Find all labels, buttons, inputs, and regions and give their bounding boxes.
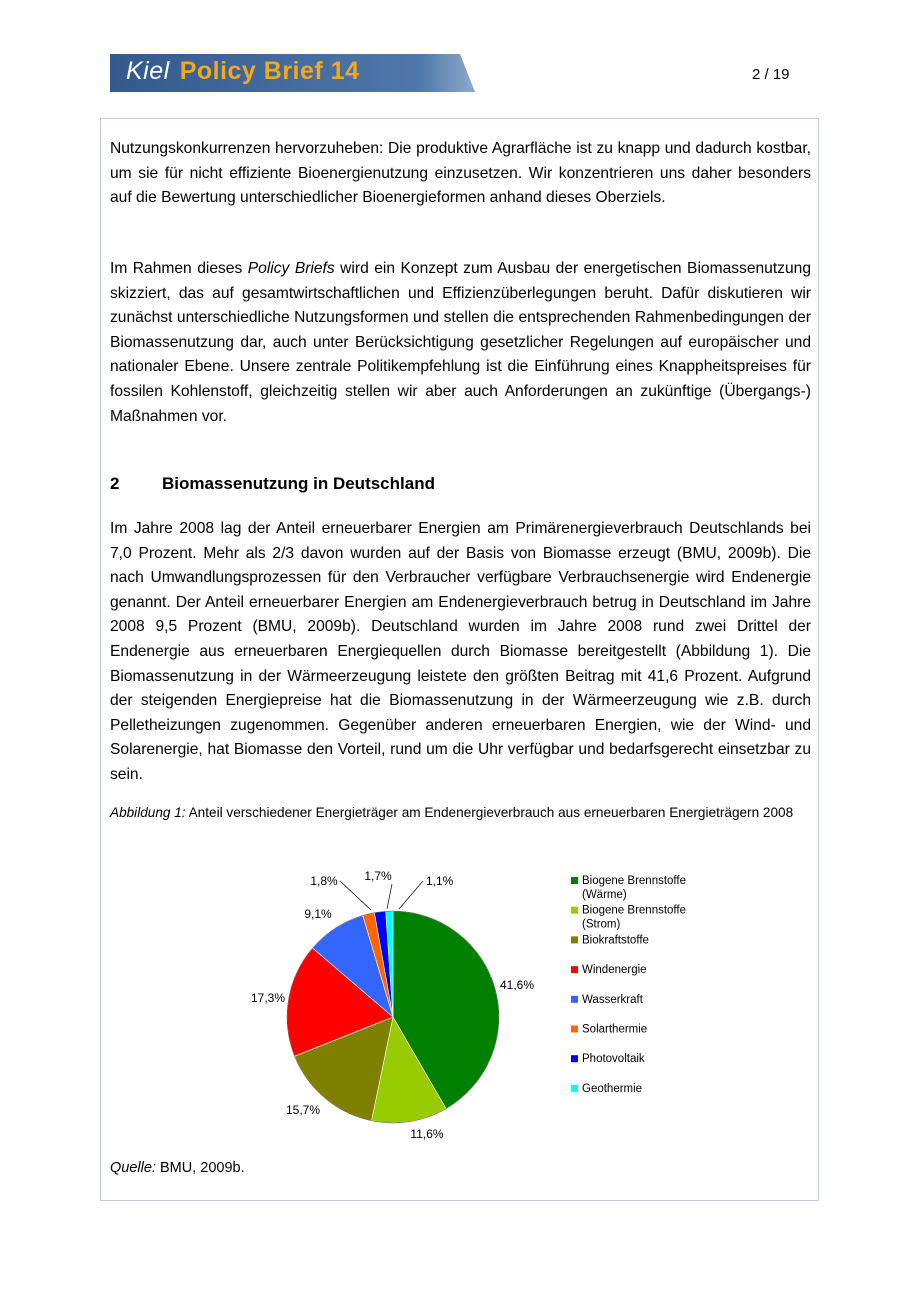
figure-caption [110,804,810,821]
banner-text [126,57,360,86]
legend-swatch-1 [571,907,578,914]
data-label-3: 17,3% [250,991,286,1005]
legend-label-6: Photovoltaik [582,1053,645,1066]
caption-label: Abbildung 1: [110,805,186,820]
legend-label-3: Windenergie [582,964,647,977]
legend-label-2: Biokraftstoffe [582,934,649,947]
caption-text: Anteil verschiedener Energieträger am Endenergieverbrauch aus erneuerbaren Energieträgern 2008 [185,805,794,820]
pie-chart [240,862,710,1152]
section-heading [110,474,435,494]
section-title: Biomassenutzung in Deutschland [162,474,435,493]
brief-title: Policy Brief 14 [179,57,360,85]
legend-swatch-7 [571,1085,578,1092]
leader-line-5 [340,881,371,910]
legend-label-7: Geothermie [582,1082,643,1095]
data-label-0: 41,6% [499,978,535,992]
legend-swatch-5 [571,1026,578,1033]
legend-label-5: Solarthermie [582,1023,648,1036]
legend-swatch-4 [571,996,578,1003]
data-label-5: 1,8% [310,874,338,888]
legend-label-0: Biogene Brennstoffe (Wärme) [582,875,687,901]
paragraph-2 [110,257,811,429]
legend-swatch-0 [571,877,578,884]
paragraph-2-rest: wird ein Konzept zum Ausbau der energetischen Biomassenutzung skizziert, das auf gesamtwirtschaftlichen und Effizienzüberlegungen beruht. Dafür diskutieren wir zunächst unterschiedliche Nutzungsformen und stellen die entsprechenden Rahmenbedingungen der Biomassenutzung dar, auch unter Berücksichtigung gesetzlicher Regelungen auf europäischer und nationaler Ebene. Unsere zentrale Politikempfehlung ist die Einführung eines Knappheitspreises für fossilen Kohlenstoff, gleichzeitig stellen wir aber auch Anforderungen an zukünftige (Übergangs-) Maßnahmen vor. [110,260,811,425]
legend-swatch-6 [571,1055,578,1062]
data-label-4: 9,1% [304,907,332,921]
data-label-7: 1,1% [426,874,454,888]
source-text: BMU, 2009b. [155,1160,245,1176]
section-number: 2 [110,474,120,493]
data-label-1: 11,6% [410,1127,444,1141]
data-label-2: 15,7% [285,1103,321,1117]
paragraph-3: Im Jahre 2008 lag der Anteil erneuerbarer Energien am Primärenergieverbrauch Deutschlands bei 7,0 Prozent. Mehr als 2/3 davon wurden auf der Basis von Biomasse erzeugt (BMU, 2009b). Die nach Umwandlungsprozessen für den Verbraucher verfügbare Verbrauchsenergie wird Endenergie genannt. Der Anteil erneuerbarer Energien am Endenergieverbrauch betrug in Deutschland im Jahre 2008 9,5 Prozent (BMU, 2009b). Deutschland wurden im Jahre 2008 rund zwei Drittel der Endenergie aus erneuerbaren Energiequellen durch Biomasse bereitgestellt (Abbildung 1). Die Biomassenutzung in der Wärmeerzeugung leistete den größten Beitrag mit 41,6 Prozent. Aufgrund der steigenden Energiepreise hat die Biomassenutzung in der Wärmeerzeugung wie z.B. durch Pelletheizungen zugenommen. Gegenüber anderen erneuerbaren Energien, wie der Wind- und Solarenergie, hat Biomasse den Vorteil, rund um die Uhr verfügbar und bedarfsgerecht einsetzbar zu sein. [110,520,811,783]
legend-label-1: Biogene Brennstoffe (Strom) [582,904,687,931]
pie-chart-svg [240,862,710,1152]
paragraph-2-italic: Policy Briefs [247,260,335,277]
header-banner [110,54,475,92]
paragraph-2-start: Im Rahmen dieses [110,260,248,277]
leader-line-7 [399,881,423,909]
data-label-6: 1,7% [364,869,392,883]
leader-line-6 [387,884,392,909]
page-number: 2 / 19 [752,66,790,83]
series-name: Kiel [126,57,170,85]
paragraph-1: Nutzungskonkurrenzen hervorzuheben: Die produktive Agrarfläche ist zu knapp und dadurch kostbar, um sie für nicht effiziente Bioenergienutzung einzusetzen. Wir konzentrieren uns daher besonders auf die Bewertung unterschiedlicher Bioenergieformen anhand dieses Oberziels. [110,140,811,207]
legend-swatch-2 [571,936,578,943]
figure-source [110,1160,245,1176]
source-label: Quelle: [110,1160,156,1176]
legend-label-4: Wasserkraft [582,993,643,1006]
legend-swatch-3 [571,966,578,973]
